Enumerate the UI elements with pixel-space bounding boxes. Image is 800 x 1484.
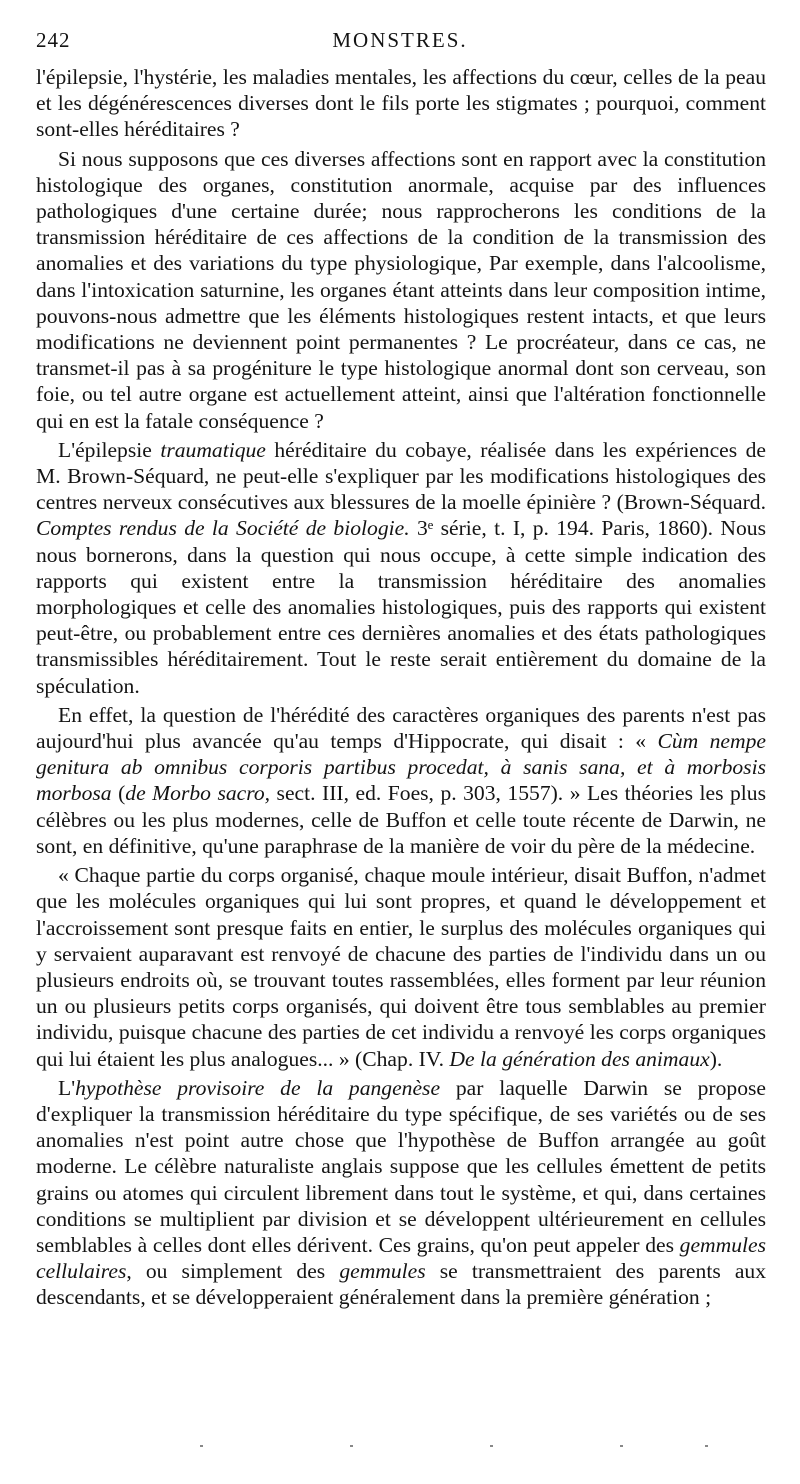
text-run: par laquelle Darwin se propose d'expliquer la transmission héréditaire du type spécifique, de ses variétés ou de ses anomalies n'est point autre chose que l'hypothèse de Buffon arrangée au goût moderne. Le célèbre naturaliste anglais suppose que les cellules émettent de petits grains ou atomes qui circulent librement dans tout le système, et qui, dans certaines conditions se multiplient par division et se développent ultérieurement en cellules semblables à celles dont elles dérivent. Ces grains, qu'on peut appeler des bbox=[36, 1075, 767, 1257]
text-run: , ou simplement des bbox=[126, 1259, 340, 1284]
text-run: se transmettraient des parents aux descendants, et se développeraient généralement dans la première génération ; bbox=[36, 1259, 766, 1310]
paragraph-p3 bbox=[36, 702, 766, 859]
body-text bbox=[36, 64, 766, 1314]
paragraph-p4 bbox=[36, 862, 766, 1072]
page-number: 242 bbox=[36, 28, 71, 52]
footer-dust-marks bbox=[200, 1445, 720, 1455]
text-run: ). bbox=[709, 1046, 723, 1071]
italic-text: Comptes rendus de la Société de biologie. bbox=[36, 516, 410, 541]
running-title: MONSTRES. bbox=[332, 28, 468, 52]
text-run: sect. III, ed. Foes, p. 303, 1557). » Les théories les plus célèbres ou les plus modernes, celle de Buffon et celle toute récente de Darwin, ne sont, en définitive, qu'une paraphrase de la manière de voir du père de la médecine. bbox=[36, 781, 767, 858]
italic-text: gemmules cellulaires bbox=[36, 1232, 766, 1284]
text-run: Si nous supposons que ces diverses affections sont en rapport avec la constitution histologique des organes, constitution anormale, acquise par des influences pathologiques d'une certaine durée; nous rapprocherons les conditions de la transmission héréditaire de ces affections de la condition de la transmission des anomalies et des variations du type physiologique, Par exemple, dans l'alcoolisme, dans l'intoxication saturnine, les organes étant atteints dans leur composition intime, pouvons-nous admettre que les éléments histologiques restent intacts, et que leurs modifications ne deviennent point permanentes ? Le procréateur, dans ce cas, ne transmet-il pas à sa progéniture le type histologique anormal dont son cerveau, son foie, ou tel autre organe est actuellement atteint, ainsi que l'altération fonctionnelle qui en est la fatale conséquence ? bbox=[36, 146, 766, 433]
text-run: En effet, la question de l'hérédité des caractères organiques des parents n'est pas aujourd'hui plus avancée qu'au temps d'Hippocrate, qui disait : « bbox=[36, 702, 766, 754]
italic-text: De la génération des animaux bbox=[449, 1046, 710, 1071]
text-run: « Chaque partie du corps organisé, chaque moule intérieur, disait Buffon, n'admet que les molécules organiques qui lui sont propres, et quand le développement et l'accroissement sont presque faits en entier, le surplus des molécules organiques qui y servaient auparavant est renvoyé de chacune des parties de l'individu dans un ou plusieurs endroits où, se trouvant toutes rassemblées, elles forment par leur réunion un ou plusieurs petits corps organisés, qui doivent être tous semblables au premier individu, puisque chacune des parties de cet individu a renvoyé les corps organiques qui lui étaient les plus analogues... » (Chap. IV. bbox=[36, 863, 766, 1071]
paragraph-p1 bbox=[36, 146, 766, 434]
paragraph-p0 bbox=[36, 64, 766, 143]
text-run: 3ᵉ série, t. I, p. 194. Paris, 1860). Nous nous bornerons, dans la question qui nous occupe, à cette simple indication des rapports qui existent entre la transmission héréditaire des anomalies morphologiques et celle des anomalies histologiques, puis des rapports qui existent peut-être, ou probablement entre ces dernières anomalies et des états pathologiques transmissibles héréditairement. Tout le reste serait entièrement du domaine de la spéculation. bbox=[36, 516, 766, 698]
italic-text: gemmules bbox=[339, 1259, 426, 1284]
page-header bbox=[36, 28, 764, 58]
italic-text: hypothèse provisoire de la pangenèse bbox=[75, 1075, 441, 1100]
text-run: ( bbox=[111, 781, 126, 806]
paragraph-p2 bbox=[36, 437, 766, 699]
text-run: L' bbox=[58, 1075, 76, 1100]
text-run: héréditaire du cobaye, réalisée dans les expériences de M. Brown-Séquard, ne peut-elle s'expliquer par les modifications histologiques des centres nerveux consécutives aux blessures de la moelle épinière ? (Brown-Séquard. bbox=[36, 437, 767, 515]
paragraph-p5 bbox=[36, 1075, 766, 1311]
italic-text: traumatique bbox=[160, 437, 266, 462]
italic-text: de Morbo sacro, bbox=[125, 781, 271, 806]
text-run: l'épilepsie, l'hystérie, les maladies mentales, les affections du cœur, celles de la peau et les dégénérescences diverses dont le fils porte les stigmates ; pourquoi, comment sont-elles héréditaires ? bbox=[36, 65, 766, 142]
text-run: L'épilepsie bbox=[58, 437, 161, 462]
italic-text: Cùm nempe genitura ab omnibus corporis partibus procedat, à sanis sana, et à morbosis morbosa bbox=[36, 729, 766, 806]
